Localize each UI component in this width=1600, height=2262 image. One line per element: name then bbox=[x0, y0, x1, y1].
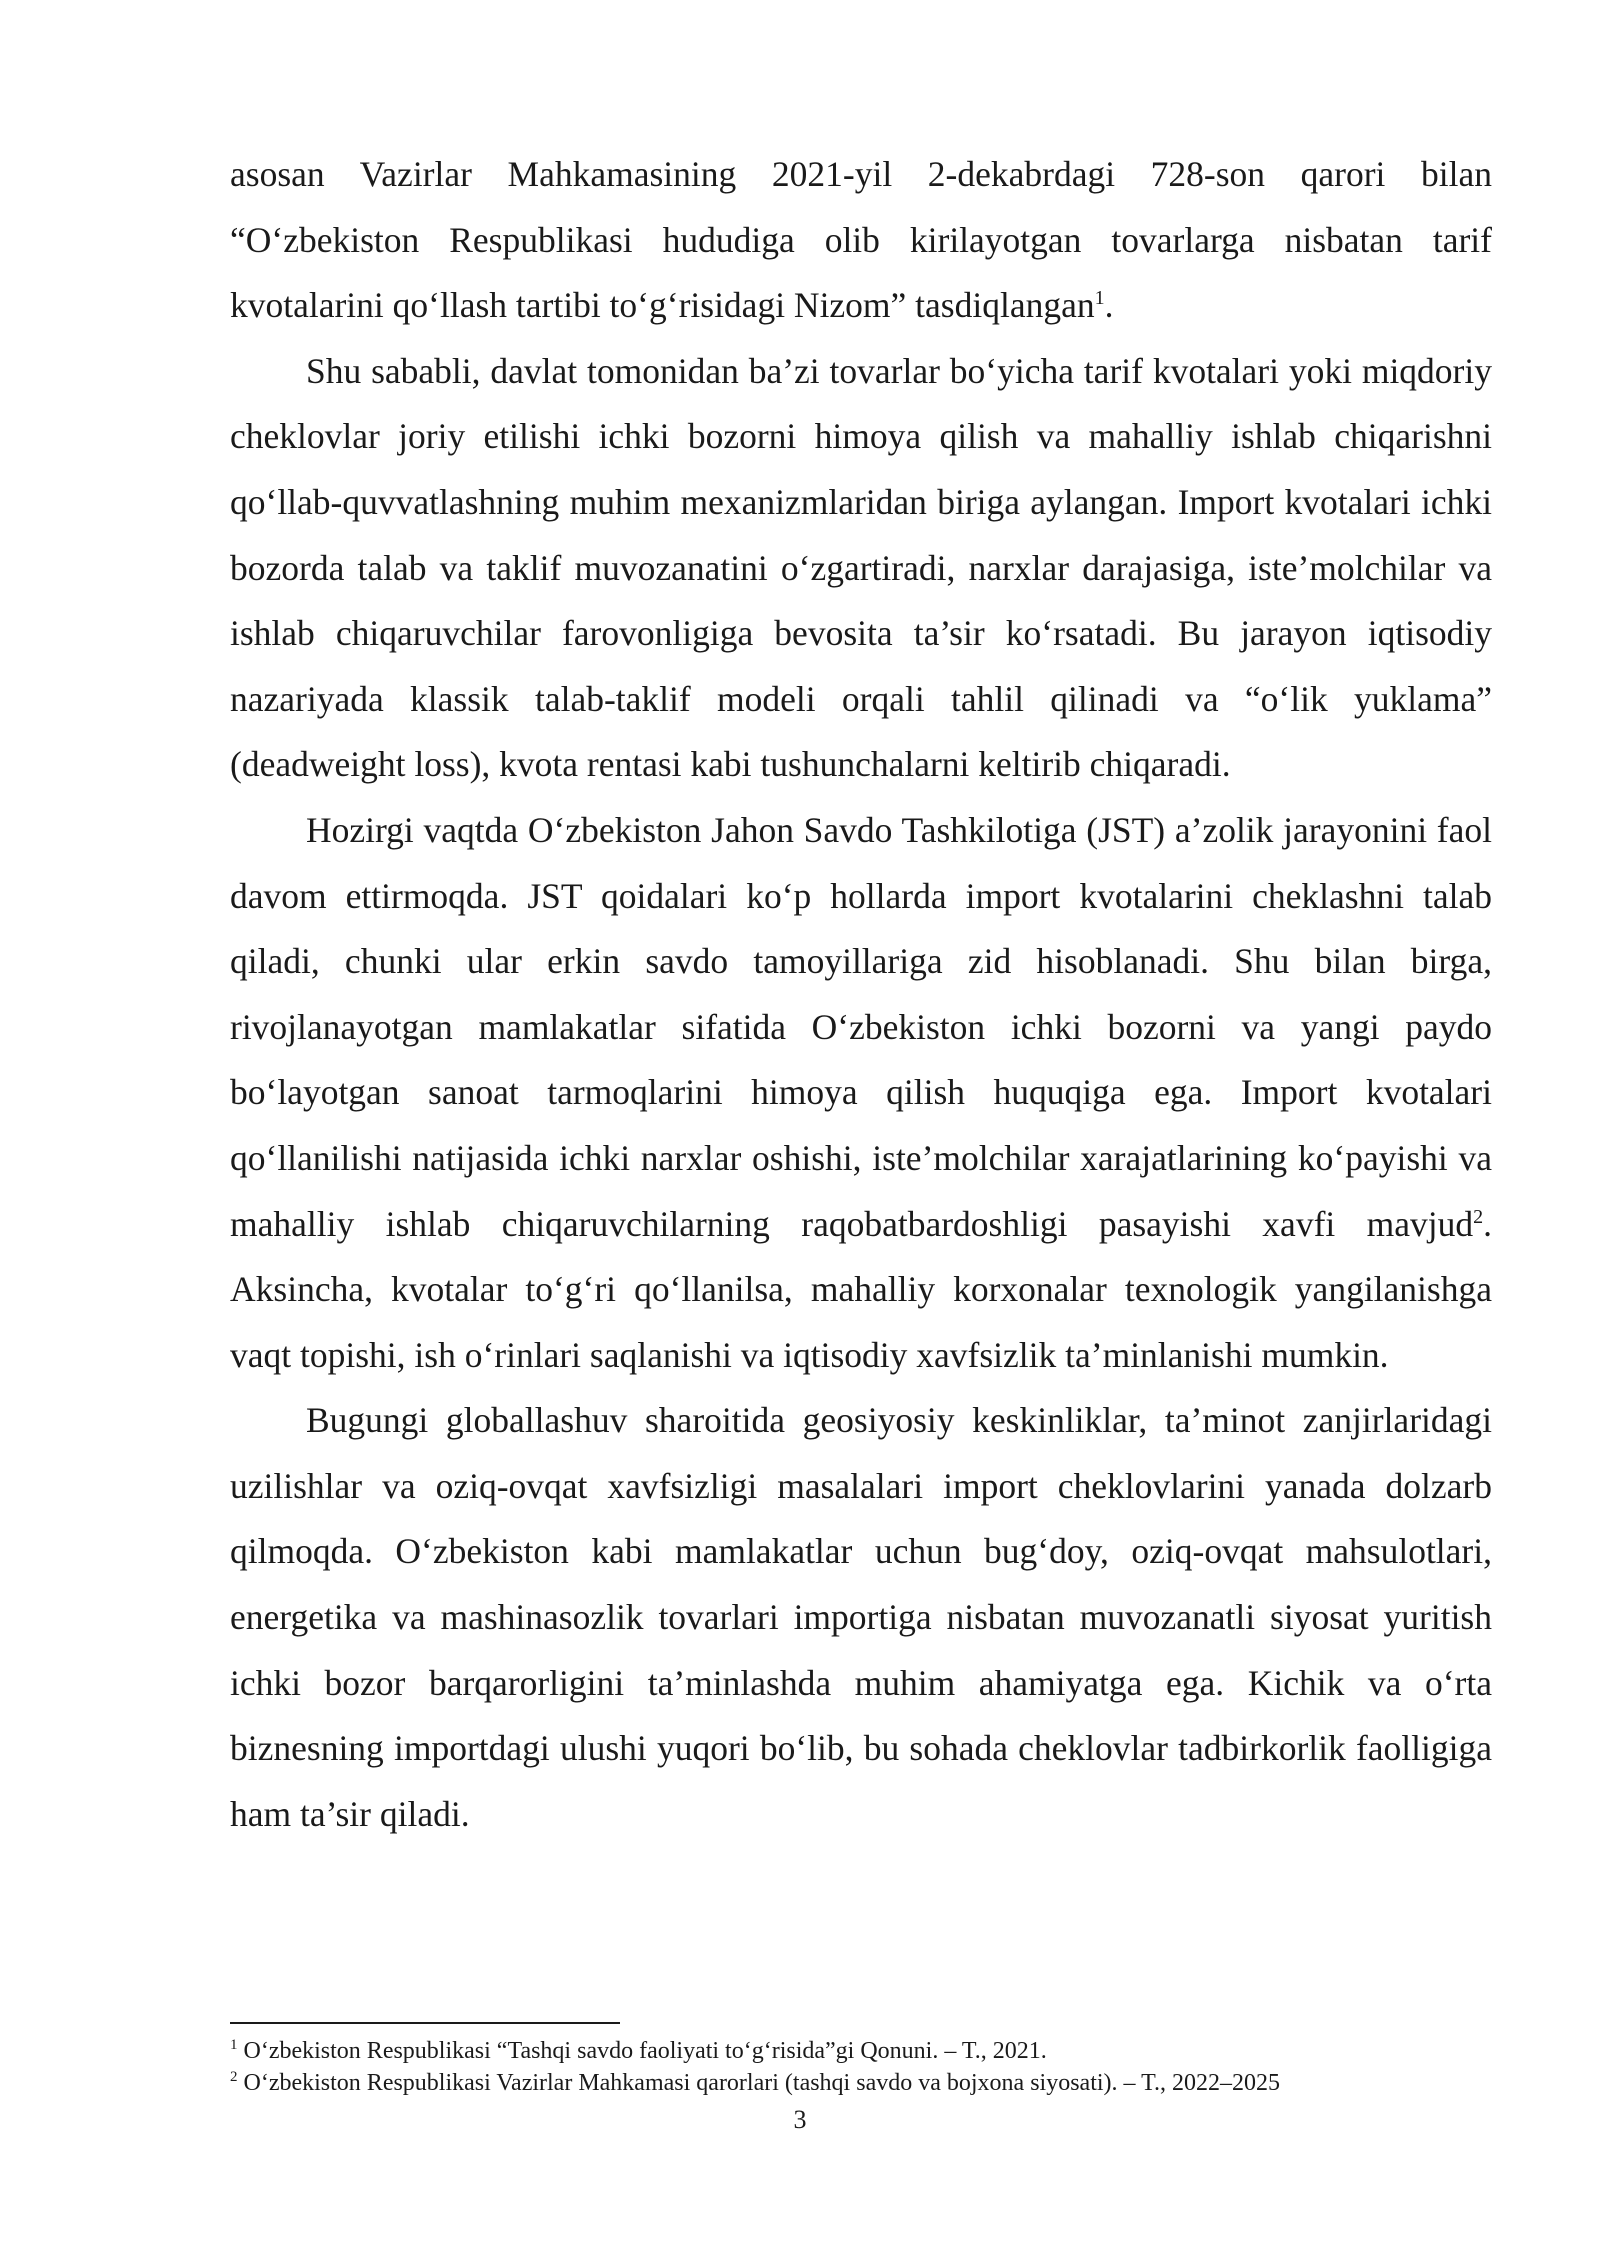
footnote-ref-1[interactable]: 1 bbox=[1094, 287, 1105, 310]
footnotes bbox=[230, 2035, 1492, 2099]
paragraph-4 bbox=[230, 1388, 1492, 1847]
footnote-separator bbox=[230, 2022, 620, 2024]
footnote-1-number: 1 bbox=[230, 2037, 238, 2053]
paragraph-1 bbox=[230, 142, 1492, 339]
footnote-2-number: 2 bbox=[230, 2069, 238, 2085]
footnote-1 bbox=[230, 2035, 1492, 2067]
paragraph-4-text: Bugungi globallashuv sharoitida geosiyosiy keskinliklar, ta’minot zanjirlaridagi uzilishlar va oziq-ovqat xavfsizligi masalalari import cheklovlarini yanada dolzarb qilmoqda. O‘zbekiston kabi mamlakatlar uchun bug‘doy, oziq-ovqat mahsulotlari, energetika va mashinasozlik tovarlari importiga nisbatan muvozanatli siyosat yuritish ichki bozor barqarorligini ta’minlashda muhim ahamiyatga ega. Kichik va o‘rta biznesning importdagi ulushi yuqori bo‘lib, bu sohada cheklovlar tadbirkorlik faolligiga ham ta’sir qiladi. bbox=[230, 1400, 1492, 1834]
paragraph-3 bbox=[230, 798, 1492, 1388]
paragraph-3-text: Hozirgi vaqtda O‘zbekiston Jahon Savdo Tashkilotiga (JST) a’zolik jarayonini faol davom ettirmoqda. JST qoidalari ko‘p hollarda import kvotalarini cheklashni talab qiladi, chunki ular erkin savdo tamoyillariga zid hisoblanadi. Shu bilan birga, rivojlanayotgan mamlakatlar sifatida O‘zbekiston ichki bozorni va yangi paydo bo‘layotgan sanoat tarmoqlarini himoya qilish huquqiga ega. Import kvotalari qo‘llanilishi natijasida ichki narxlar oshishi, iste’molchilar xarajatlarining ko‘payishi va mahalliy ishlab chiqaruvchilarning raqobatbardoshligi pasayishi xavfi mavjud bbox=[230, 809, 1492, 1244]
footnote-2 bbox=[230, 2067, 1492, 2099]
paragraph-1-text: asosan Vazirlar Mahkamasining 2021-yil 2-dekabrdagi 728-son qarori bilan “O‘zbekiston Respublikasi hududiga olib kirilayotgan tovarlarga nisbatan tarif kvotalarini qo‘llash tartibi to‘g‘risidagi Nizom” tasdiqlangan bbox=[230, 154, 1492, 326]
footnote-1-text: O‘zbekiston Respublikasi “Tashqi savdo faoliyati to‘g‘risida”gi Qonuni. – T., 2021. bbox=[237, 2038, 1047, 2064]
footnote-ref-2[interactable]: 2 bbox=[1473, 1205, 1484, 1228]
paragraph-2-text: Shu sababli, davlat tomonidan ba’zi tovarlar bo‘yicha tarif kvotalari yoki miqdoriy cheklovlar joriy etilishi ichki bozorni himoya qilish va mahalliy ishlab chiqarishni qo‘llab-quvvatlashning muhim mexanizmlaridan biriga aylangan. Import kvotalari ichki bozorda talab va taklif muvozanatini o‘zgartiradi, narxlar darajasiga, iste’molchilar va ishlab chiqaruvchilar farovonligiga bevosita ta’sir ko‘rsatadi. Bu jarayon iqtisodiy nazariyada klassik talab-taklif modeli orqali tahlil qilinadi va “o‘lik yuklama” (deadweight loss), kvota rentasi kabi tushunchalarni keltirib chiqaradi. bbox=[230, 350, 1492, 785]
paragraph-2 bbox=[230, 339, 1492, 798]
body-text bbox=[230, 142, 1492, 1847]
paragraph-1-tail: . bbox=[1104, 285, 1114, 326]
paragraph-3-tail: . Aksincha, kvotalar to‘g‘ri qo‘llanilsa, mahalliy korxonalar texnologik yangilanishga vaqt topishi, ish o‘rinlari saqlanishi va iqtisodiy xavfsizlik ta’minlanishi mumkin. bbox=[230, 1203, 1492, 1375]
footnote-2-text: O‘zbekiston Respublikasi Vazirlar Mahkamasi qarorlari (tashqi savdo va bojxona siyosati). – T., 2022–2025 bbox=[237, 2070, 1280, 2096]
page-number: 3 bbox=[793, 2105, 807, 2134]
